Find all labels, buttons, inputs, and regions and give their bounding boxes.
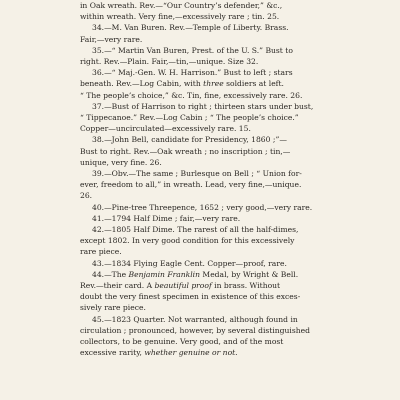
text-line: “ Tippecanoe.” Rev.—Log Cabin ; “ The people’s choice.”	[80, 113, 299, 123]
text-line: 36.—“ Maj.-Gen. W. H. Harrison.” Bust to left ; stars	[92, 68, 293, 78]
lot-42	[80, 224, 342, 258]
text-line: rare piece.	[80, 247, 122, 257]
text-line	[80, 347, 342, 358]
text-run: in brass. Without	[211, 281, 281, 291]
lot-33-continued	[80, 0, 342, 22]
text-line: 41.—1794 Half Dime ; fair,—very rare.	[92, 213, 241, 223]
text-line: Bust to right. Rev.—Oak wreath ; no inscription ; tin,—	[80, 146, 291, 156]
text-line: 26.	[80, 191, 93, 201]
text-line: 35.—“ Martin Van Buren, Prest. of the U. S.” Bust to	[92, 45, 293, 55]
italic-text: Benjamin Franklin	[128, 269, 200, 279]
text-run: excessive rarity,	[80, 348, 145, 358]
text-run: soldiers at left.	[223, 79, 284, 89]
text-line: doubt the very finest specimen in existence of this exces-	[80, 292, 301, 302]
lot-39	[80, 168, 342, 202]
text-line: 43.—1834 Flying Eagle Cent. Copper—proof, rare.	[92, 258, 287, 268]
catalog-text	[80, 0, 342, 359]
text-line: 40.—Pine-tree Threepence, 1652 ; very good,—very rare.	[92, 202, 313, 212]
text-line: collectors, to be genuine. Very good, and of the most	[80, 337, 284, 347]
lot-45	[80, 314, 342, 359]
text-run: beneath. Rev.—Log Cabin, with	[80, 79, 204, 89]
text-line	[80, 269, 342, 280]
text-line: Fair,—very rare.	[80, 34, 143, 44]
lot-41	[80, 213, 342, 224]
italic-text: three	[203, 79, 224, 89]
lot-34	[80, 22, 342, 44]
lot-37	[80, 101, 342, 135]
text-line: circulation ; pronounced, however, by several distinguished	[80, 325, 310, 335]
text-line: unique, very fine. 26.	[80, 157, 162, 167]
text-line: right. Rev.—Plain. Fair,—tin,—unique. Size 32.	[80, 57, 259, 67]
text-line: 38.—John Bell, candidate for Presidency, 1860 ;”—	[92, 135, 287, 145]
italic-text: beautiful proof	[154, 281, 212, 291]
text-line: 45.—1823 Quarter. Not warranted, although found in	[92, 314, 298, 324]
text-line	[80, 78, 342, 89]
lot-35	[80, 45, 342, 67]
italic-text: whether genuine or not.	[144, 348, 238, 358]
text-line: “ The people’s choice,” &c. Tin, fine, excessively rare. 26.	[80, 90, 303, 100]
lot-40	[80, 202, 342, 213]
text-line: ever, freedom to all,” in wreath. Lead, very fine,—unique.	[80, 180, 302, 190]
text-line: Copper—uncirculated—excessively rare. 15.	[80, 124, 251, 134]
text-line	[80, 280, 342, 291]
lot-44	[80, 269, 342, 314]
lot-38	[80, 134, 342, 168]
text-line: except 1802. In very good condition for this excessively	[80, 236, 295, 246]
text-run: Medal, by Wright & Bell.	[200, 269, 299, 279]
text-line: 34.—M. Van Buren. Rev.—Temple of Liberty. Brass.	[92, 23, 289, 33]
text-line: within wreath. Very fine,—excessively rare ; tin. 25.	[80, 12, 280, 22]
text-run: 44.—The	[92, 269, 129, 279]
lot-36	[80, 67, 342, 101]
text-line: 39.—Obv.—The same ; Burlesque on Bell ; “ Union for-	[92, 169, 302, 179]
text-line: 37.—Bust of Harrison to right ; thirteen stars under bust,	[92, 101, 314, 111]
text-line: sively rare piece.	[80, 303, 146, 313]
text-run: Rev.—their card. A	[80, 281, 155, 291]
lot-43	[80, 258, 342, 269]
text-line: 42.—1805 Half Dime. The rarest of all the half-dimes,	[92, 225, 299, 235]
text-line: in Oak wreath. Rev.—“Our Country’s defender,” &c.,	[80, 1, 283, 10]
